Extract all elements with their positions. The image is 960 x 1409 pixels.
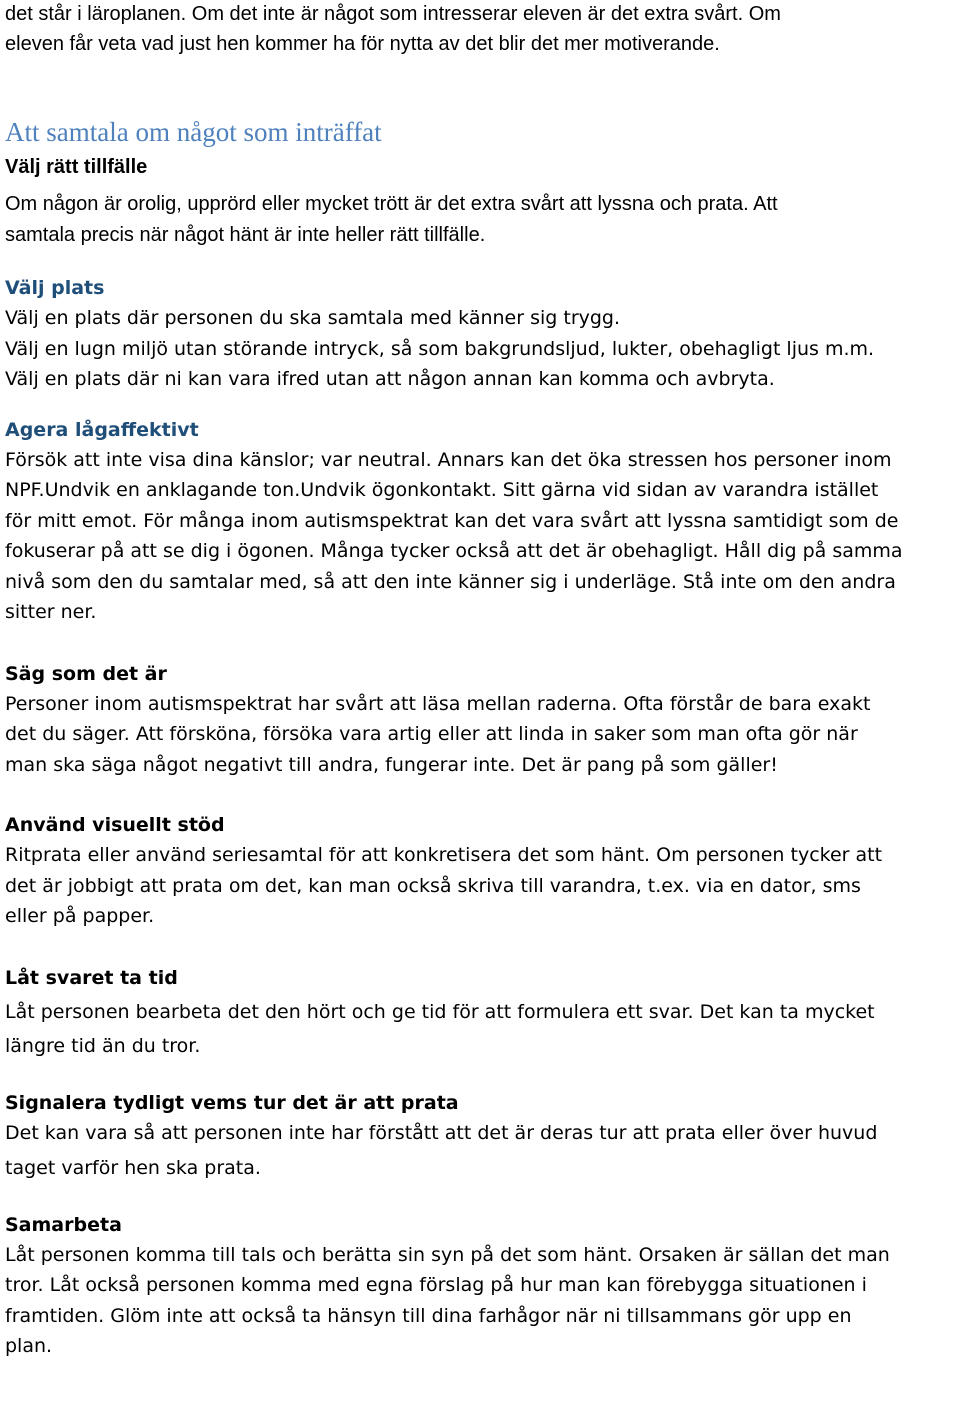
paragraph-line: samtala precis när något hänt är inte heller rätt tillfälle. xyxy=(5,224,486,246)
paragraph-line: det är jobbigt att prata om det, kan man också skriva till varandra, t.ex. via en dator, sms xyxy=(5,874,861,897)
intro-paragraph xyxy=(5,0,960,59)
section-signalera-tydligt xyxy=(5,1088,960,1184)
paragraph xyxy=(5,840,960,932)
document-page xyxy=(5,0,960,1362)
subheading: Använd visuellt stöd xyxy=(5,814,225,836)
paragraph xyxy=(5,303,960,395)
paragraph-line: Låt personen komma till tals och berätta sin syn på det som hänt. Orsaken är sällan det man xyxy=(5,1243,890,1266)
section-valj-plats xyxy=(5,273,960,395)
paragraph xyxy=(5,445,960,628)
paragraph-line: det du säger. Att försköna, försöka vara artig eller att linda in saker som man ofta gör när xyxy=(5,723,858,745)
section-heading: Att samtala om något som inträffat xyxy=(5,117,382,147)
paragraph-line: nivå som den du samtalar med, så att den inte känner sig i underläge. Stå inte om den andra xyxy=(5,570,896,593)
paragraph-line: Ritprata eller använd seriesamtal för att konkretisera det som hänt. Om personen tycker att xyxy=(5,844,883,866)
subheading: Låt svaret ta tid xyxy=(5,966,178,989)
paragraph xyxy=(5,997,960,1062)
paragraph-line: NPF.Undvik en anklagande ton.Undvik ögonkontakt. Sitt gärna vid sidan av varandra istället xyxy=(5,479,879,501)
paragraph-line: fokuserar på att se dig i ögonen. Många tycker också att det är obehagligt. Håll dig på samma xyxy=(5,540,903,562)
subheading: Signalera tydligt vems tur det är att prata xyxy=(5,1091,459,1114)
paragraph-line: sitter ner. xyxy=(5,601,97,623)
paragraph-line: Välj en plats där personen du ska samtala med känner sig trygg. xyxy=(5,307,621,329)
paragraph-line: längre tid än du tror. xyxy=(5,1035,201,1057)
section-agera-lagaffektivt xyxy=(5,415,960,628)
paragraph-line: Det kan vara så att personen inte har förstått att det är deras tur att prata eller över huvud xyxy=(5,1121,878,1144)
paragraph xyxy=(5,189,960,251)
paragraph-line: plan. xyxy=(5,1335,53,1357)
section-lat-svaret-ta-tid xyxy=(5,963,960,1062)
paragraph-line: för mitt emot. För många inom autismspektrat kan det vara svårt att lyssna samtidigt som de xyxy=(5,509,899,532)
paragraph-line: taget varför hen ska prata. xyxy=(5,1157,261,1179)
intro-line: eleven får veta vad just hen kommer ha för nytta av det blir det mer motiverande. xyxy=(5,33,720,55)
section-sag-som-det-ar xyxy=(5,659,960,781)
subheading: Säg som det är xyxy=(5,662,167,685)
paragraph-line: Välj en plats där ni kan vara ifred utan att någon annan kan komma och avbryta. xyxy=(5,368,775,390)
paragraph-line: tror. Låt också personen komma med egna förslag på hur man kan förebygga situationen i xyxy=(5,1274,867,1296)
paragraph xyxy=(5,1240,960,1362)
subheading: Samarbeta xyxy=(5,1213,122,1236)
paragraph xyxy=(5,689,960,781)
intro-line: det står i läroplanen. Om det inte är något som intresserar eleven är det extra svårt. Om xyxy=(5,3,781,25)
paragraph-line: man ska säga något negativt till andra, fungerar inte. Det är pang på som gäller! xyxy=(5,753,778,776)
paragraph xyxy=(5,1118,960,1184)
section-valj-ratt-tillfalle xyxy=(5,152,960,251)
paragraph-line: framtiden. Glöm inte att också ta hänsyn till dina farhågor när ni tillsammans gör upp en xyxy=(5,1304,852,1327)
section-anvand-visuellt-stod xyxy=(5,810,960,932)
paragraph-line: Välj en lugn miljö utan störande intryck, så som bakgrundsljud, lukter, obehagligt ljus m.m. xyxy=(5,337,875,360)
paragraph-line: Låt personen bearbeta det den hört och ge tid för att formulera ett svar. Det kan ta mycket xyxy=(5,1000,875,1023)
subheading: Välj plats xyxy=(5,277,105,299)
paragraph-line: Om någon är orolig, upprörd eller mycket trött är det extra svårt att lyssna och prata. Att xyxy=(5,193,778,215)
paragraph-line: eller på papper. xyxy=(5,905,155,927)
section-samarbeta xyxy=(5,1210,960,1362)
paragraph-line: Försök att inte visa dina känslor; var neutral. Annars kan det öka stressen hos personer inom xyxy=(5,448,892,471)
paragraph-line: Personer inom autismspektrat har svårt att läsa mellan raderna. Ofta förstår de bara exakt xyxy=(5,692,871,715)
subheading: Agera lågaffektivt xyxy=(5,418,199,441)
subheading: Välj rätt tillfälle xyxy=(5,156,148,178)
